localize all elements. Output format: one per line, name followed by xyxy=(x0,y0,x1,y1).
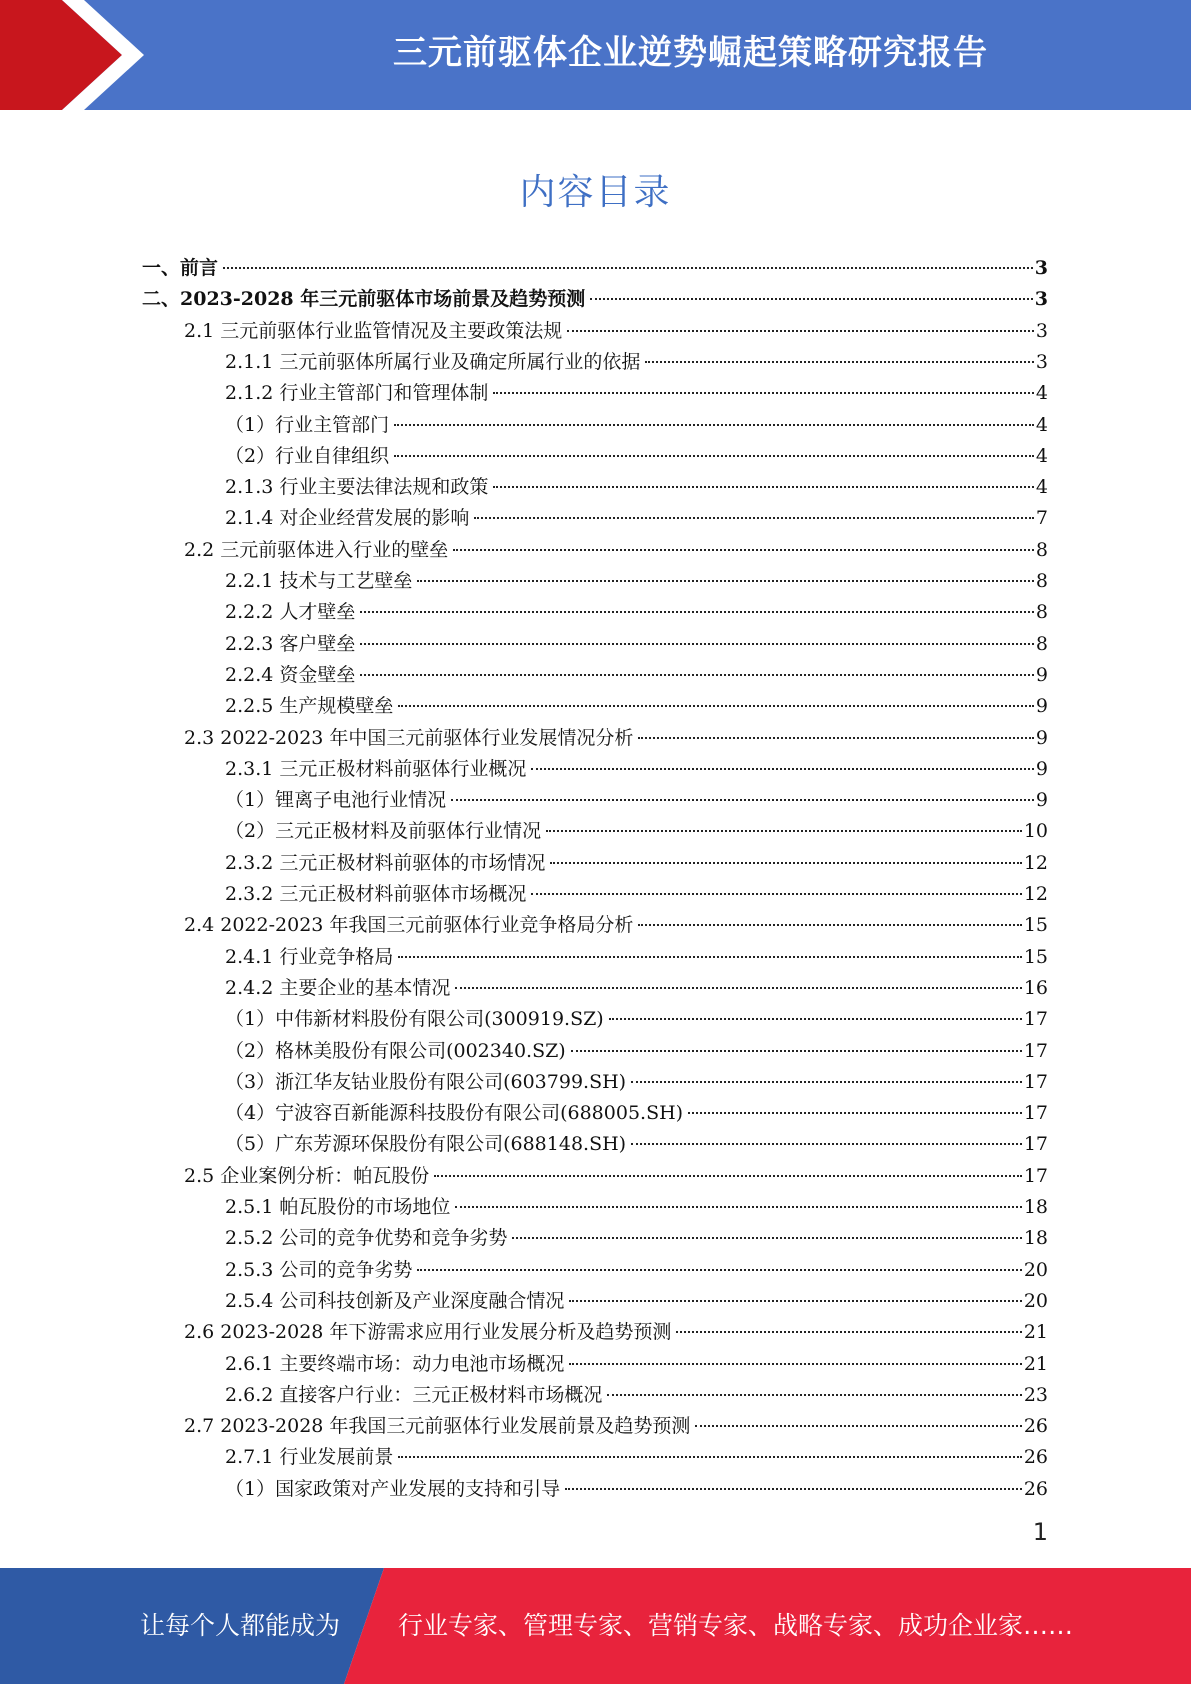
toc-entry[interactable] xyxy=(225,942,1048,973)
toc-dot-leader xyxy=(360,611,1034,613)
toc-dot-leader xyxy=(394,455,1034,457)
toc-entry[interactable] xyxy=(225,1286,1048,1317)
toc-dot-leader xyxy=(493,486,1034,488)
toc-entry-label: 2.6 2023-2028 年下游需求应用行业发展分析及趋势预测 xyxy=(184,1321,672,1344)
toc-dot-leader xyxy=(590,298,1033,300)
toc-entry[interactable] xyxy=(225,441,1048,472)
page-footer-band xyxy=(0,1568,1191,1684)
toc-dot-leader xyxy=(645,361,1034,363)
toc-entry-page: 9 xyxy=(1035,757,1048,780)
toc-entry-label: （2）三元正极材料及前驱体行业情况 xyxy=(225,820,542,843)
toc-dot-leader xyxy=(688,1112,1022,1114)
toc-dot-leader xyxy=(638,737,1033,739)
toc-entry-page: 20 xyxy=(1023,1289,1048,1312)
toc-entry-page: 4 xyxy=(1035,476,1048,499)
toc-entry-label: 2.4.1 行业竞争格局 xyxy=(225,945,394,968)
toc-heading: 内容目录 xyxy=(519,172,672,213)
toc-dot-leader xyxy=(531,768,1034,770)
toc-entry-label: 二、2023-2028 年三元前驱体市场前景及趋势预测 xyxy=(142,288,586,311)
toc-entry[interactable] xyxy=(142,284,1048,315)
toc-dot-leader xyxy=(512,1237,1021,1239)
footer-slogan-left: 让每个人都能成为 xyxy=(140,1611,341,1640)
toc-entry-label: 2.5.1 帕瓦股份的市场地位 xyxy=(225,1196,451,1218)
toc-entry[interactable] xyxy=(225,785,1048,816)
toc-entry[interactable] xyxy=(225,472,1048,503)
toc-entry-page: 8 xyxy=(1035,632,1048,655)
toc-entry-label: （1）锂离子电池行业情况 xyxy=(225,789,447,812)
toc-dot-leader xyxy=(565,1488,1022,1490)
toc-entry-page: 17 xyxy=(1023,1102,1048,1125)
toc-entry-page: 8 xyxy=(1035,538,1048,561)
toc-entry[interactable] xyxy=(184,1161,1048,1192)
toc-entry[interactable] xyxy=(225,691,1048,722)
toc-entry-page: 12 xyxy=(1023,883,1048,905)
toc-entry[interactable] xyxy=(225,378,1048,409)
toc-entry-page: 26 xyxy=(1023,1415,1048,1438)
toc-entry[interactable] xyxy=(225,503,1048,534)
toc-entry[interactable] xyxy=(225,816,1048,847)
toc-entry-label: 2.2.4 资金壁垒 xyxy=(225,663,356,686)
toc-dot-leader xyxy=(631,1081,1022,1083)
toc-entry-page: 9 xyxy=(1035,695,1048,718)
toc-entry[interactable] xyxy=(142,253,1048,284)
toc-entry[interactable] xyxy=(184,535,1048,566)
toc-dot-leader xyxy=(434,1175,1022,1177)
toc-entry-page: 12 xyxy=(1023,851,1048,874)
toc-entry-page: 17 xyxy=(1023,1008,1048,1031)
toc-entry-page: 10 xyxy=(1023,820,1048,843)
toc-entry-label: （3）浙江华友钴业股份有限公司(603799.SH) xyxy=(225,1070,627,1093)
toc-entry[interactable] xyxy=(184,1411,1048,1442)
toc-entry-label: 2.4.2 主要企业的基本情况 xyxy=(225,976,451,999)
toc-entry[interactable] xyxy=(184,1317,1048,1348)
toc-entry[interactable] xyxy=(225,1442,1048,1473)
toc-entry[interactable] xyxy=(225,1223,1048,1254)
toc-entry-page: 21 xyxy=(1023,1321,1048,1344)
page-header-band xyxy=(0,0,1191,110)
report-title: 三元前驱体企业逆势崛起策略研究报告 xyxy=(393,33,988,73)
toc-entry[interactable] xyxy=(225,848,1048,879)
toc-entry-label: 2.1.2 行业主管部门和管理体制 xyxy=(225,382,489,405)
toc-entry-label: 2.3 2022-2023 年中国三元前驱体行业发展情况分析 xyxy=(184,726,634,749)
toc-entry[interactable] xyxy=(225,973,1048,1004)
toc-entry-label: 2.5 企业案例分析：帕瓦股份 xyxy=(184,1164,430,1187)
toc-entry-page: 3 xyxy=(1034,288,1048,311)
toc-entry-label: 2.4 2022-2023 年我国三元前驱体行业竞争格局分析 xyxy=(184,914,634,937)
footer-slogan-right: 行业专家、管理专家、营销专家、战略专家、成功企业家…… xyxy=(398,1611,1074,1640)
toc-dot-leader xyxy=(546,830,1022,832)
toc-entry-label: （2）格林美股份有限公司(002340.SZ) xyxy=(225,1039,566,1062)
toc-dot-leader xyxy=(455,1206,1021,1208)
toc-dot-leader xyxy=(451,799,1034,801)
toc-entry-label: （2）行业自律组织 xyxy=(225,444,390,467)
toc-entry-page: 18 xyxy=(1023,1227,1048,1250)
toc-dot-leader xyxy=(455,987,1021,989)
toc-dot-leader xyxy=(631,1143,1022,1145)
toc-entry-label: 一、前言 xyxy=(142,257,219,279)
toc-entry-page: 9 xyxy=(1035,726,1048,749)
toc-entry-label: 2.5.4 公司科技创新及产业深度融合情况 xyxy=(225,1289,565,1312)
toc-entry[interactable] xyxy=(225,754,1048,785)
toc-entry[interactable] xyxy=(184,910,1048,941)
toc-entry-page: 18 xyxy=(1023,1196,1048,1218)
toc-entry-page: 17 xyxy=(1023,1070,1048,1093)
toc-entry[interactable] xyxy=(225,347,1048,378)
toc-entry-label: （1）中伟新材料股份有限公司(300919.SZ) xyxy=(225,1008,604,1031)
toc-dot-leader xyxy=(569,1300,1021,1302)
toc-dot-leader xyxy=(360,643,1034,645)
toc-entry-label: 2.1.1 三元前驱体所属行业及确定所属行业的依据 xyxy=(225,350,641,373)
toc-dot-leader xyxy=(417,1269,1021,1271)
toc-entry-page: 3 xyxy=(1034,257,1048,279)
toc-entry-page: 4 xyxy=(1035,444,1048,467)
toc-entry[interactable] xyxy=(225,597,1048,628)
toc-entry-label: 2.7 2023-2028 年我国三元前驱体行业发展前景及趋势预测 xyxy=(184,1415,691,1438)
toc-entry-label: （4）宁波容百新能源科技股份有限公司(688005.SH) xyxy=(225,1102,684,1125)
toc-entry-page: 26 xyxy=(1023,1446,1048,1469)
toc-entry-label: 2.2.3 客户壁垒 xyxy=(225,632,356,655)
toc-entry-page: 8 xyxy=(1035,570,1048,592)
toc-entry-label: 2.3.2 三元正极材料前驱体市场概况 xyxy=(225,883,527,905)
toc-dot-leader xyxy=(676,1331,1021,1333)
toc-entry-page: 4 xyxy=(1035,382,1048,405)
toc-entry-page: 15 xyxy=(1023,914,1048,937)
toc-entry-label: 2.1.4 对企业经营发展的影响 xyxy=(225,507,470,530)
toc-entry[interactable] xyxy=(225,1129,1048,1160)
toc-entry-label: 2.2 三元前驱体进入行业的壁垒 xyxy=(184,538,449,561)
toc-dot-leader xyxy=(360,674,1034,676)
toc-dot-leader xyxy=(531,893,1021,895)
toc-dot-leader xyxy=(398,705,1034,707)
toc-entry-label: 2.5.3 公司的竞争劣势 xyxy=(225,1258,413,1281)
toc-dot-leader xyxy=(609,1018,1022,1020)
toc-entry[interactable] xyxy=(225,1380,1048,1411)
toc-dot-leader xyxy=(567,330,1034,332)
toc-entry-label: 2.1 三元前驱体行业监管情况及主要政策法规 xyxy=(184,319,563,342)
toc-dot-leader xyxy=(223,267,1033,269)
toc-entry-page: 26 xyxy=(1023,1477,1048,1500)
toc-entry-page: 3 xyxy=(1035,350,1048,373)
toc-dot-leader xyxy=(638,924,1021,926)
toc-dot-leader xyxy=(493,392,1034,394)
toc-entry-page: 17 xyxy=(1023,1164,1048,1187)
toc-entry[interactable] xyxy=(225,660,1048,691)
toc-entry[interactable] xyxy=(225,1474,1048,1505)
toc-dot-leader xyxy=(695,1425,1021,1427)
toc-entry-page: 17 xyxy=(1023,1039,1048,1062)
toc-entry-label: （5）广东芳源环保股份有限公司(688148.SH) xyxy=(225,1133,627,1156)
toc-entry-label: 2.3.1 三元正极材料前驱体行业概况 xyxy=(225,757,527,780)
toc-entry-label: 2.3.2 三元正极材料前驱体的市场情况 xyxy=(225,851,546,874)
toc-entry-page: 3 xyxy=(1035,319,1048,342)
toc-entry[interactable] xyxy=(184,723,1048,754)
toc-entry[interactable] xyxy=(225,1349,1048,1380)
toc-entry-label: 2.5.2 公司的竞争优势和竞争劣势 xyxy=(225,1227,508,1250)
toc-entry-page: 23 xyxy=(1023,1383,1048,1406)
toc-dot-leader xyxy=(394,424,1034,426)
toc-dot-leader xyxy=(607,1394,1021,1396)
toc-entry-page: 4 xyxy=(1035,413,1048,436)
toc-entry-page: 16 xyxy=(1023,976,1048,999)
toc-entry-page: 8 xyxy=(1035,601,1048,624)
toc-entry-page: 9 xyxy=(1035,789,1048,812)
toc-entry-label: 2.7.1 行业发展前景 xyxy=(225,1446,394,1469)
toc-entry-label: （1）行业主管部门 xyxy=(225,413,390,436)
toc-entry-page: 17 xyxy=(1023,1133,1048,1156)
toc-dot-leader xyxy=(474,517,1034,519)
toc-dot-leader xyxy=(571,1050,1022,1052)
toc-dot-leader xyxy=(453,549,1034,551)
toc-entry[interactable] xyxy=(225,1004,1048,1035)
toc-entry[interactable] xyxy=(225,1067,1048,1098)
toc-dot-leader xyxy=(569,1363,1021,1365)
toc-entry[interactable] xyxy=(225,879,1048,910)
toc-entry-label: 2.2.5 生产规模壁垒 xyxy=(225,695,394,718)
toc-dot-leader xyxy=(398,956,1021,958)
toc-entry-label: （1）国家政策对产业发展的支持和引导 xyxy=(225,1477,561,1500)
toc-entry-label: 2.1.3 行业主要法律法规和政策 xyxy=(225,476,489,499)
toc-entry[interactable] xyxy=(225,1098,1048,1129)
toc-entry[interactable] xyxy=(225,1192,1048,1223)
toc-dot-leader xyxy=(417,580,1034,582)
toc-entry-page: 15 xyxy=(1023,945,1048,968)
toc-entry[interactable] xyxy=(225,1036,1048,1067)
toc-entry-label: 2.6.1 主要终端市场：动力电池市场概况 xyxy=(225,1352,565,1375)
page-number: 1 xyxy=(1032,1518,1048,1546)
toc-entry-label: 2.2.1 技术与工艺壁垒 xyxy=(225,570,413,592)
toc-entry-label: 2.2.2 人才壁垒 xyxy=(225,601,356,624)
toc-entry[interactable] xyxy=(225,1255,1048,1286)
toc-entry[interactable] xyxy=(225,566,1048,597)
toc-entry-page: 7 xyxy=(1035,507,1048,530)
toc-entry-page: 21 xyxy=(1023,1352,1048,1375)
toc-entry-page: 9 xyxy=(1035,663,1048,686)
toc-entry[interactable] xyxy=(184,316,1048,347)
toc-dot-leader xyxy=(550,862,1021,864)
toc-entry[interactable] xyxy=(225,629,1048,660)
toc-entry[interactable] xyxy=(225,410,1048,441)
toc-entry-label: 2.6.2 直接客户行业：三元正极材料市场概况 xyxy=(225,1383,603,1406)
toc-entry-page: 20 xyxy=(1023,1258,1048,1281)
toc-dot-leader xyxy=(398,1456,1021,1458)
